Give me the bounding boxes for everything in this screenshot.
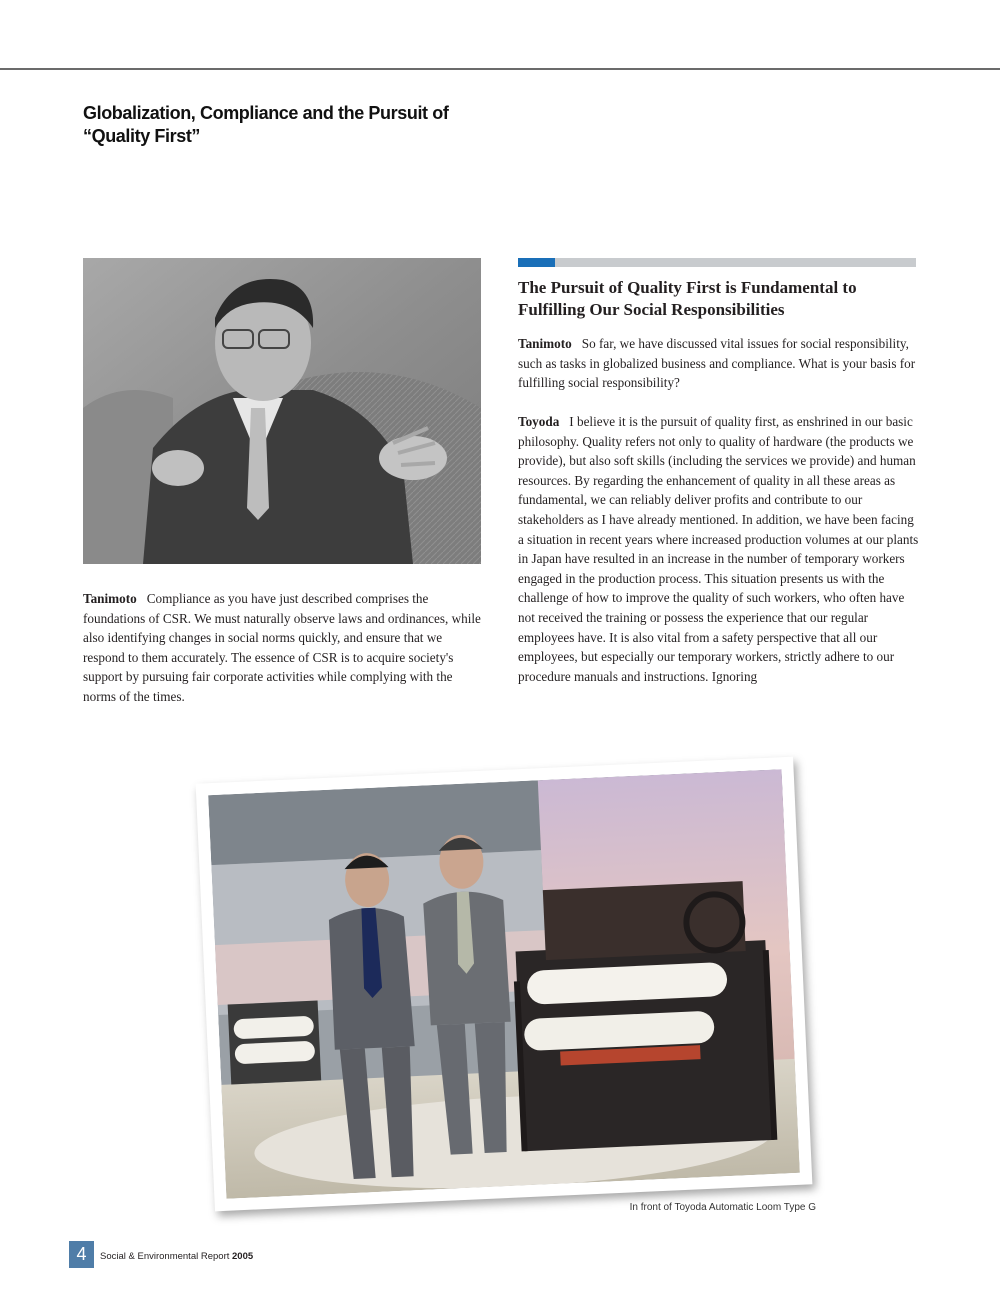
section-accent-bar [518,258,916,267]
report-title: Social & Environmental Report [100,1251,230,1262]
footer-report-title [100,1251,253,1262]
section-heading: The Pursuit of Quality First is Fundamental to Fulfilling Our Social Responsibilities [518,278,857,319]
answer-text: I believe it is the pursuit of quality first, as enshrined in our basic philosophy. Quality refers not only to quality of hardware (the products we provide), but also soft skills (including the services we provide) and human resources. By regarding the enhancement of quality in all these areas as fundamental, we can reliably deliver profits and contribute to our stakeholders as I have already mentioned. In addition, we have been facing a situation in recent years where increased production volumes at our plants in Japan have resulted in an increase in the number of temporary workers engaged in the production process. This situation presents us with the challenge of how to improve the quality of such workers, who often have not received the training or possess the experience that our regular employees have. It is also vital from a safety perspective that all our employees, but especially our temporary workers, strictly adhere to our procedure manuals and instructions. Ignoring [518,414,919,684]
statement-text: Compliance as you have just described comprises the foundations of CSR. We must naturally observe laws and ordinances, while also identifying changes in social norms quickly, and ensure that we respond to them accurately. The essence of CSR is to acquire society's support by pursuing fair corporate activities while complying with the norms of the times. [83,591,481,704]
photo-caption: In front of Toyoda Automatic Loom Type G [629,1202,816,1213]
speaker-name: Tanimoto [83,591,137,606]
loom-photo [208,769,800,1199]
answer-paragraph [518,412,922,686]
question-text: So far, we have discussed vital issues for social responsibility, such as tasks in globalized business and compliance. What is your basis for fulfilling social responsibility? [518,336,916,391]
portrait-illustration [83,258,481,564]
loom-illustration [208,769,800,1199]
speaker-name: Toyoda [518,414,560,429]
top-rule [0,68,1000,70]
left-column-text [83,589,483,707]
loom-photo-frame [196,757,813,1212]
page-title-line-2: “Quality First” [83,126,201,146]
speaker-name: Tanimoto [518,336,572,351]
report-year: 2005 [232,1251,254,1262]
page-number: 4 [69,1241,94,1268]
accent-blue-segment [518,258,555,267]
page-title [83,102,523,148]
page-title-line-1: Globalization, Compliance and the Pursuit of [83,103,449,123]
portrait-photo [83,258,481,564]
question-paragraph [518,334,920,393]
